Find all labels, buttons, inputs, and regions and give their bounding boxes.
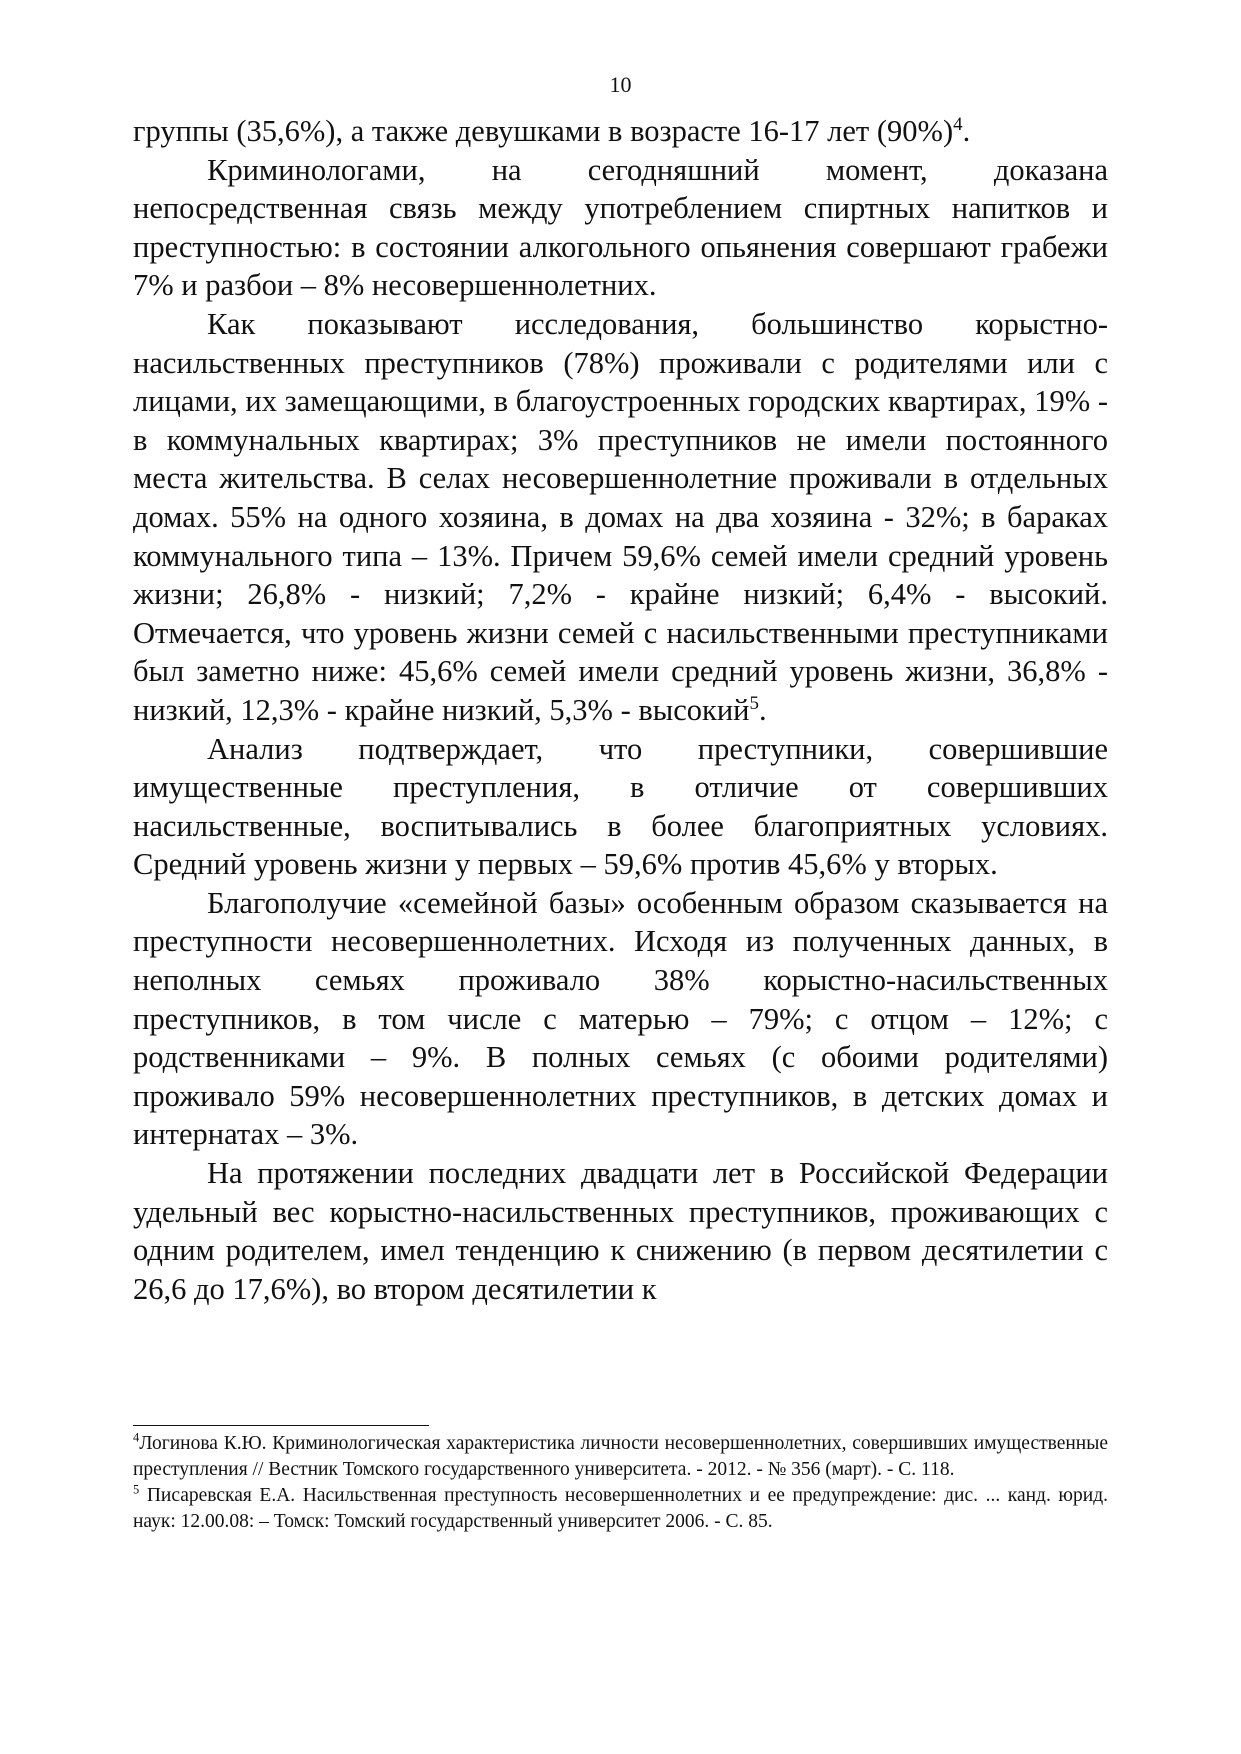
footnote-5 [133, 1483, 1108, 1535]
footnotes [133, 1431, 1108, 1535]
paragraph-1 [133, 112, 1108, 151]
paragraph-2 [133, 151, 1108, 305]
paragraph-6 [133, 1154, 1108, 1308]
paragraph-3 [133, 305, 1108, 730]
footnote-5-mark: 5 [133, 1482, 140, 1497]
paragraph-5 [133, 884, 1108, 1154]
paragraph-5-text: Благополучие «семейной базы» особенным образом сказывается на преступности несовершеннолетних. Исходя из полученных данных, в неполных семьях проживало 38% корыстно-насильственных преступников, в том числе с матерью – 79%; с отцом – 12%; с родственниками – 9%. В полных семьях (с обоими родителями) проживало 59% несовершеннолетних преступников, в детских домах и интернатах – 3%. [133, 885, 1108, 1152]
footnote-ref-4[interactable]: 4 [953, 113, 963, 135]
footnote-ref-5[interactable]: 5 [749, 692, 759, 714]
paragraph-4 [133, 730, 1108, 884]
body-text [133, 112, 1108, 1308]
page-number: 10 [609, 72, 632, 97]
paragraph-3-text: Как показывают исследования, большинство корыстно-насильственных преступников (78%) проживали с родителями или с лицами, их замещающими, в благоустроенных городских квартирах, 19% - в коммунальных квартирах; 3% преступников не имели постоянного места жительства. В селах несовершеннолетние проживали в отдельных домах. 55% на одного хозяина, в домах на два хозяина - 32%; в бараках коммунального типа – 13%. Причем 59,6% семей имели средний уровень жизни; 26,8% - низкий; 7,2% - крайне низкий; 6,4% - высокий. Отмечается, что уровень жизни семей с насильственными преступниками был заметно ниже: 45,6% семей имели средний уровень жизни, 36,8% - низкий, 12,3% - крайне низкий, 5,3% - высокий [133, 306, 1108, 727]
footnote-5-text: Писаревская Е.А. Насильственная преступность несовершеннолетних и ее предупреждение: дис. ... канд. юрид. наук: 12.00.08: – Томск: Томский государственный университет 2006. - С. 85. [133, 1485, 1108, 1532]
footnote-separator [133, 1425, 429, 1426]
paragraph-3-end: . [758, 692, 767, 727]
footnote-4-text: Логинова К.Ю. Криминологическая характеристика личности несовершеннолетних, совершивших имущественные преступления // Вестник Томского государственного университета. - 2012. - № 356 (март). - С. 118. [133, 1433, 1108, 1480]
paragraph-2-text: Криминологами, на сегодняшний момент, доказана непосредственная связь между употреблением спиртных напитков и преступностью: в состоянии алкогольного опьянения совершают грабежи 7% и разбои – 8% несовершеннолетних. [133, 152, 1108, 303]
paragraph-1-text: группы (35,6%), а также девушками в возрасте 16-17 лет (90%) [133, 114, 954, 148]
footnote-4-mark: 4 [133, 1430, 140, 1445]
paragraph-1-end: . [962, 114, 971, 148]
paragraph-4-text: Анализ подтверждает, что преступники, совершившие имущественные преступления, в отличие от совершивших насильственные, воспитывались в более благоприятных условиях. Средний уровень жизни у первых – 59,6% против 45,6% у вторых. [133, 731, 1108, 882]
footnote-4 [133, 1431, 1108, 1483]
paragraph-6-text: На протяжении последних двадцати лет в Российской Федерации удельный вес корыстно-насильственных преступников, проживающих с одним родителем, имел тенденцию к снижению (в первом десятилетии с 26,6 до 17,6%), во втором десятилетии к [133, 1156, 1108, 1306]
